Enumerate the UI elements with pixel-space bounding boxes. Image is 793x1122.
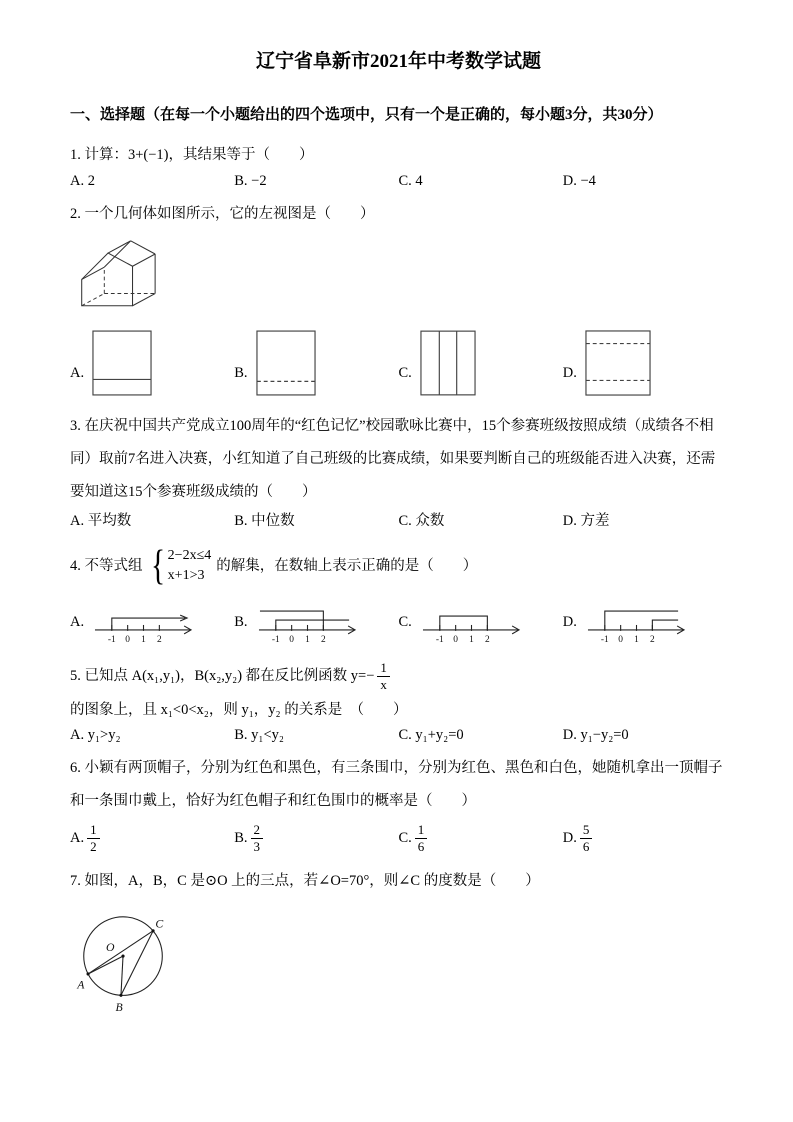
inequality-1: 2−2x≤4 — [167, 547, 212, 563]
q6-option-c-label: C. — [398, 829, 412, 846]
q6-option-a-fraction — [87, 822, 100, 856]
q5-option-c: C. y₁+y₂=0 — [398, 727, 464, 744]
q3-option-d: D. 方差 — [562, 513, 610, 530]
q3-option-a: A. 平均数 — [70, 513, 132, 530]
solid-3d-view — [74, 238, 192, 318]
tick-label: 0 — [288, 634, 294, 645]
q2-option-d-figure — [585, 330, 651, 396]
tick-label: 2 — [320, 634, 326, 645]
question-2 — [70, 198, 727, 397]
q4-option-a-label: A. — [70, 613, 85, 630]
q3-option-c: C. 众数 — [398, 513, 445, 530]
point-c-label: C — [155, 917, 164, 931]
q1-option-b: B. −2 — [234, 172, 267, 189]
tick-label: 2 — [157, 634, 162, 645]
q6-option-d-label: D. — [562, 829, 577, 846]
q4-option-c-label: C. — [398, 613, 412, 630]
q4-stem-prefix: 4. 不等式组 — [70, 557, 143, 574]
q1-stem — [70, 139, 727, 172]
page-title: 辽宁省阜新市2021年中考数学试题 — [255, 51, 541, 72]
q2-option-b — [234, 330, 398, 396]
tick-label: 0 — [453, 634, 458, 645]
q4-stem — [70, 538, 727, 594]
q3-stem: 3. 在庆祝中国共产党成立100周年的“红色记忆”校园歌咏比赛中，15个参赛班级按照成绩（成绩各不相同）取前7名进入决赛，小红知道了自己班级的比赛成绩，如果要判断自己的班级能否进入决赛，还需要知道这15个参赛班级成绩的（ ） — [70, 418, 716, 500]
q2-option-a-figure — [92, 330, 152, 396]
question-6 — [70, 752, 727, 855]
q4-option-d — [563, 598, 727, 646]
q4-option-c-numberline — [420, 598, 524, 646]
q4-options — [70, 598, 727, 646]
tick-label: 1 — [634, 634, 639, 645]
q4-option-b-label: B. — [234, 613, 248, 630]
q2-stem: 2. 一个几何体如图所示，它的左视图是（ ） — [70, 205, 375, 222]
q5-stem — [70, 660, 727, 726]
q6-option-b-label: B. — [234, 829, 248, 846]
q6-option-c-fraction — [415, 822, 428, 856]
system-lines — [168, 546, 212, 587]
q3-options — [70, 509, 727, 530]
q1-options — [70, 173, 727, 190]
q6-option-d — [563, 822, 727, 856]
fraction-numerator: 2 — [251, 822, 264, 839]
question-1 — [70, 139, 727, 190]
q1-option-d: D. −4 — [562, 172, 596, 189]
q4-option-a-numberline — [92, 598, 196, 646]
tick-label: 2 — [484, 634, 490, 645]
q4-option-b — [234, 598, 398, 646]
tick-label: -1 — [435, 634, 444, 645]
q4-option-a — [70, 598, 234, 646]
q7-stem: 7. 如图，A，B，C 是⊙O 上的三点，若∠O=70°，则∠C 的度数是（ ） — [70, 873, 540, 889]
q1-expression: 3+(−1) — [128, 147, 169, 163]
q2-option-a-label: A. — [70, 365, 85, 382]
fraction-numerator: 5 — [580, 822, 593, 839]
q2-option-d — [563, 330, 727, 396]
tick-label: -1 — [271, 634, 280, 645]
q4-option-d-numberline — [585, 598, 689, 646]
fraction-denominator: 3 — [253, 838, 261, 854]
q4-option-c — [399, 598, 563, 646]
q5-stem-pre: 5. 已知点 A(x₁,y₁)，B(x₂,y₂) 都在反比例函数 y=− — [70, 668, 375, 685]
q2-options — [70, 330, 727, 396]
q2-option-d-label: D. — [562, 365, 577, 382]
q2-solid-figure — [74, 238, 727, 318]
q3-option-b: B. 中位数 — [234, 513, 295, 530]
q6-option-c — [399, 822, 563, 856]
tick-label: -1 — [108, 634, 116, 645]
question-5 — [70, 660, 727, 744]
fraction-numerator: 1 — [415, 822, 428, 839]
q4-option-d-label: D. — [562, 613, 577, 630]
q6-option-b — [234, 822, 398, 856]
fraction-denominator: x — [380, 677, 387, 693]
q1-stem-prefix: 1. 计算： — [70, 147, 128, 163]
tick-label: 1 — [304, 634, 310, 645]
q5-options — [70, 727, 727, 744]
fraction-denominator: 2 — [90, 838, 97, 854]
question-3 — [70, 410, 727, 530]
tick-label: -1 — [600, 634, 609, 645]
question-7 — [70, 865, 727, 1018]
tick-label: 2 — [649, 634, 655, 645]
tick-label: 1 — [141, 634, 146, 645]
q1-option-a: A. 2 — [70, 172, 95, 189]
q4-stem-suffix: 的解集，在数轴上表示正确的是（ ） — [216, 557, 478, 574]
q6-option-a-label: A. — [70, 829, 85, 846]
q4-inequality-system — [148, 543, 212, 590]
fraction-denominator: 6 — [582, 838, 590, 854]
q2-option-c-figure — [420, 330, 476, 396]
section-header: 一、选择题（在每一个小题给出的四个选项中，只有一个是正确的，每小题3分，共30分） — [70, 107, 663, 123]
fraction-denominator: 6 — [417, 838, 425, 854]
system-brace: { — [150, 543, 165, 590]
q2-option-b-figure — [256, 330, 316, 396]
q4-option-b-numberline — [256, 598, 360, 646]
q5-reciprocal-fraction — [377, 660, 390, 694]
q2-option-c — [399, 330, 563, 396]
q6-option-b-fraction — [251, 822, 264, 856]
q1-stem-suffix: ，其结果等于（ ） — [168, 147, 314, 163]
tick-label: 0 — [618, 634, 623, 645]
tick-label: 0 — [125, 634, 131, 645]
q6-options — [70, 822, 727, 856]
fraction-numerator: 1 — [87, 822, 100, 839]
q6-option-a — [70, 822, 234, 856]
q5-stem-post: 的图象上，且 x₁<0<x₂，则 y₁，y₂ 的关系是 （ ） — [70, 701, 408, 718]
q5-option-b: B. y₁<y₂ — [234, 727, 284, 744]
q6-stem: 6. 小颖有两顶帽子，分别为红色和黑色，有三条围巾，分别为红色、黑色和白色，她随机拿出一顶帽子和一条围巾戴上，恰好为红色帽子和红色围巾的概率是（ ） — [70, 760, 723, 809]
q1-option-c: C. 4 — [398, 172, 423, 189]
q5-option-a: A. y₁>y₂ — [70, 727, 121, 744]
tick-label: 1 — [468, 634, 474, 645]
point-a-label: A — [77, 978, 85, 992]
q2-option-b-label: B. — [234, 365, 248, 382]
q6-option-d-fraction — [580, 822, 593, 856]
q5-option-d: D. y₁−y₂=0 — [562, 727, 629, 744]
q2-option-a — [70, 330, 234, 396]
inequality-2: x+1>3 — [167, 568, 205, 584]
question-4 — [70, 538, 727, 646]
point-b-label: B — [115, 1000, 123, 1014]
fraction-numerator: 1 — [377, 660, 390, 677]
circle-diagram — [70, 904, 178, 1018]
center-label: O — [106, 940, 115, 954]
q2-option-c-label: C. — [398, 365, 412, 382]
q7-circle-figure — [70, 904, 727, 1018]
